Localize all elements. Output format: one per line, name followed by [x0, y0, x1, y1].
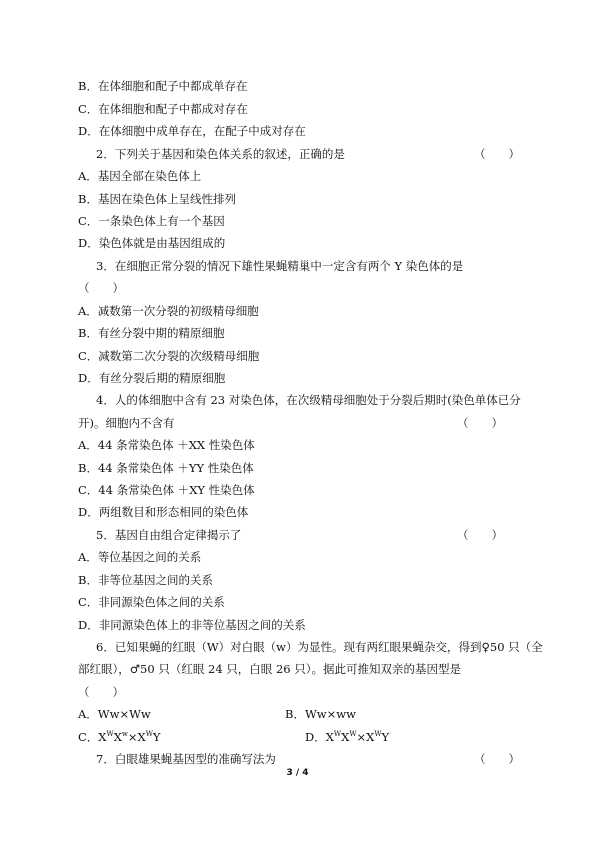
option-text: D．$X^WX^W\times X^WY$ [305, 730, 390, 744]
answer-bracket: （ ） [78, 685, 124, 699]
question-6-cont: 部红眼），♂50 只（红眼 24 只，白眼 26 只）。据此可推知双亲的基因型是 [78, 662, 461, 676]
option-text: A．基因全部在染色体上 [78, 169, 202, 183]
option-text: A．44 条常染色体 ＋XX 性染色体 [78, 438, 255, 452]
answer-bracket: （ ） [474, 147, 520, 161]
question-5: 5．基因自由组合定律揭示了 [96, 528, 242, 542]
answer-bracket: （ ） [78, 281, 124, 295]
option-text: C．在体细胞和配子中都成对存在 [78, 102, 248, 116]
option-text: C．减数第二次分裂的次级精母细胞 [78, 349, 260, 363]
option-text: C．$X^WX^w\times X^WY$ [78, 730, 161, 744]
answer-bracket: （ ） [457, 528, 503, 542]
question-6: 6．已知果蝇的红眼（W）对白眼（w）为显性。现有两红眼果蝇杂交，得到♀50 只（全 [96, 640, 543, 654]
option-text: A．减数第一次分裂的初级精母细胞 [78, 304, 259, 318]
question-4: 4．人的体细胞中含有 23 对染色体，在次级精母细胞处于分裂后期时(染色单体已分 [96, 393, 521, 407]
option-text: B．44 条常染色体 ＋YY 性染色体 [78, 461, 254, 475]
option-text: C．一条染色体上有一个基因 [78, 214, 225, 228]
question-7: 7．白眼雄果蝇基因型的准确写法为 [96, 752, 276, 766]
option-text: D．在体细胞中成单存在，在配子中成对存在 [78, 124, 306, 138]
question-3: 3．在细胞正常分裂的情况下雄性果蝇精巢中一定含有两个 Y 染色体的是 [96, 259, 464, 273]
question-2: 2．下列关于基因和染色体关系的叙述，正确的是 [96, 147, 345, 161]
option-text: D．染色体就是由基因组成的 [78, 236, 226, 250]
option-text: B．基因在染色体上呈线性排列 [78, 192, 236, 206]
option-text: B．在体细胞和配子中都成单存在 [78, 79, 248, 93]
option-text: B．非等位基因之间的关系 [78, 573, 213, 587]
option-text: D．两组数目和形态相同的染色体 [78, 505, 249, 519]
answer-bracket: （ ） [457, 416, 503, 430]
option-text: C．非同源染色体之间的关系 [78, 595, 225, 609]
option-text: D．非同源染色体上的非等位基因之间的关系 [78, 618, 306, 632]
option-text: A．等位基因之间的关系 [78, 550, 202, 564]
question-4-cont: 开)。细胞内不含有 [78, 416, 175, 430]
option-text: D．有丝分裂后期的精原细胞 [78, 371, 226, 385]
option-text: B．有丝分裂中期的精原细胞 [78, 326, 225, 340]
option-text: B．Ww×ww [285, 707, 356, 721]
answer-bracket: （ ） [474, 752, 520, 766]
option-text: C．44 条常染色体 ＋XY 性染色体 [78, 483, 255, 497]
option-text: A．Ww×Ww [78, 707, 151, 721]
page-number: 3 / 4 [286, 768, 309, 778]
